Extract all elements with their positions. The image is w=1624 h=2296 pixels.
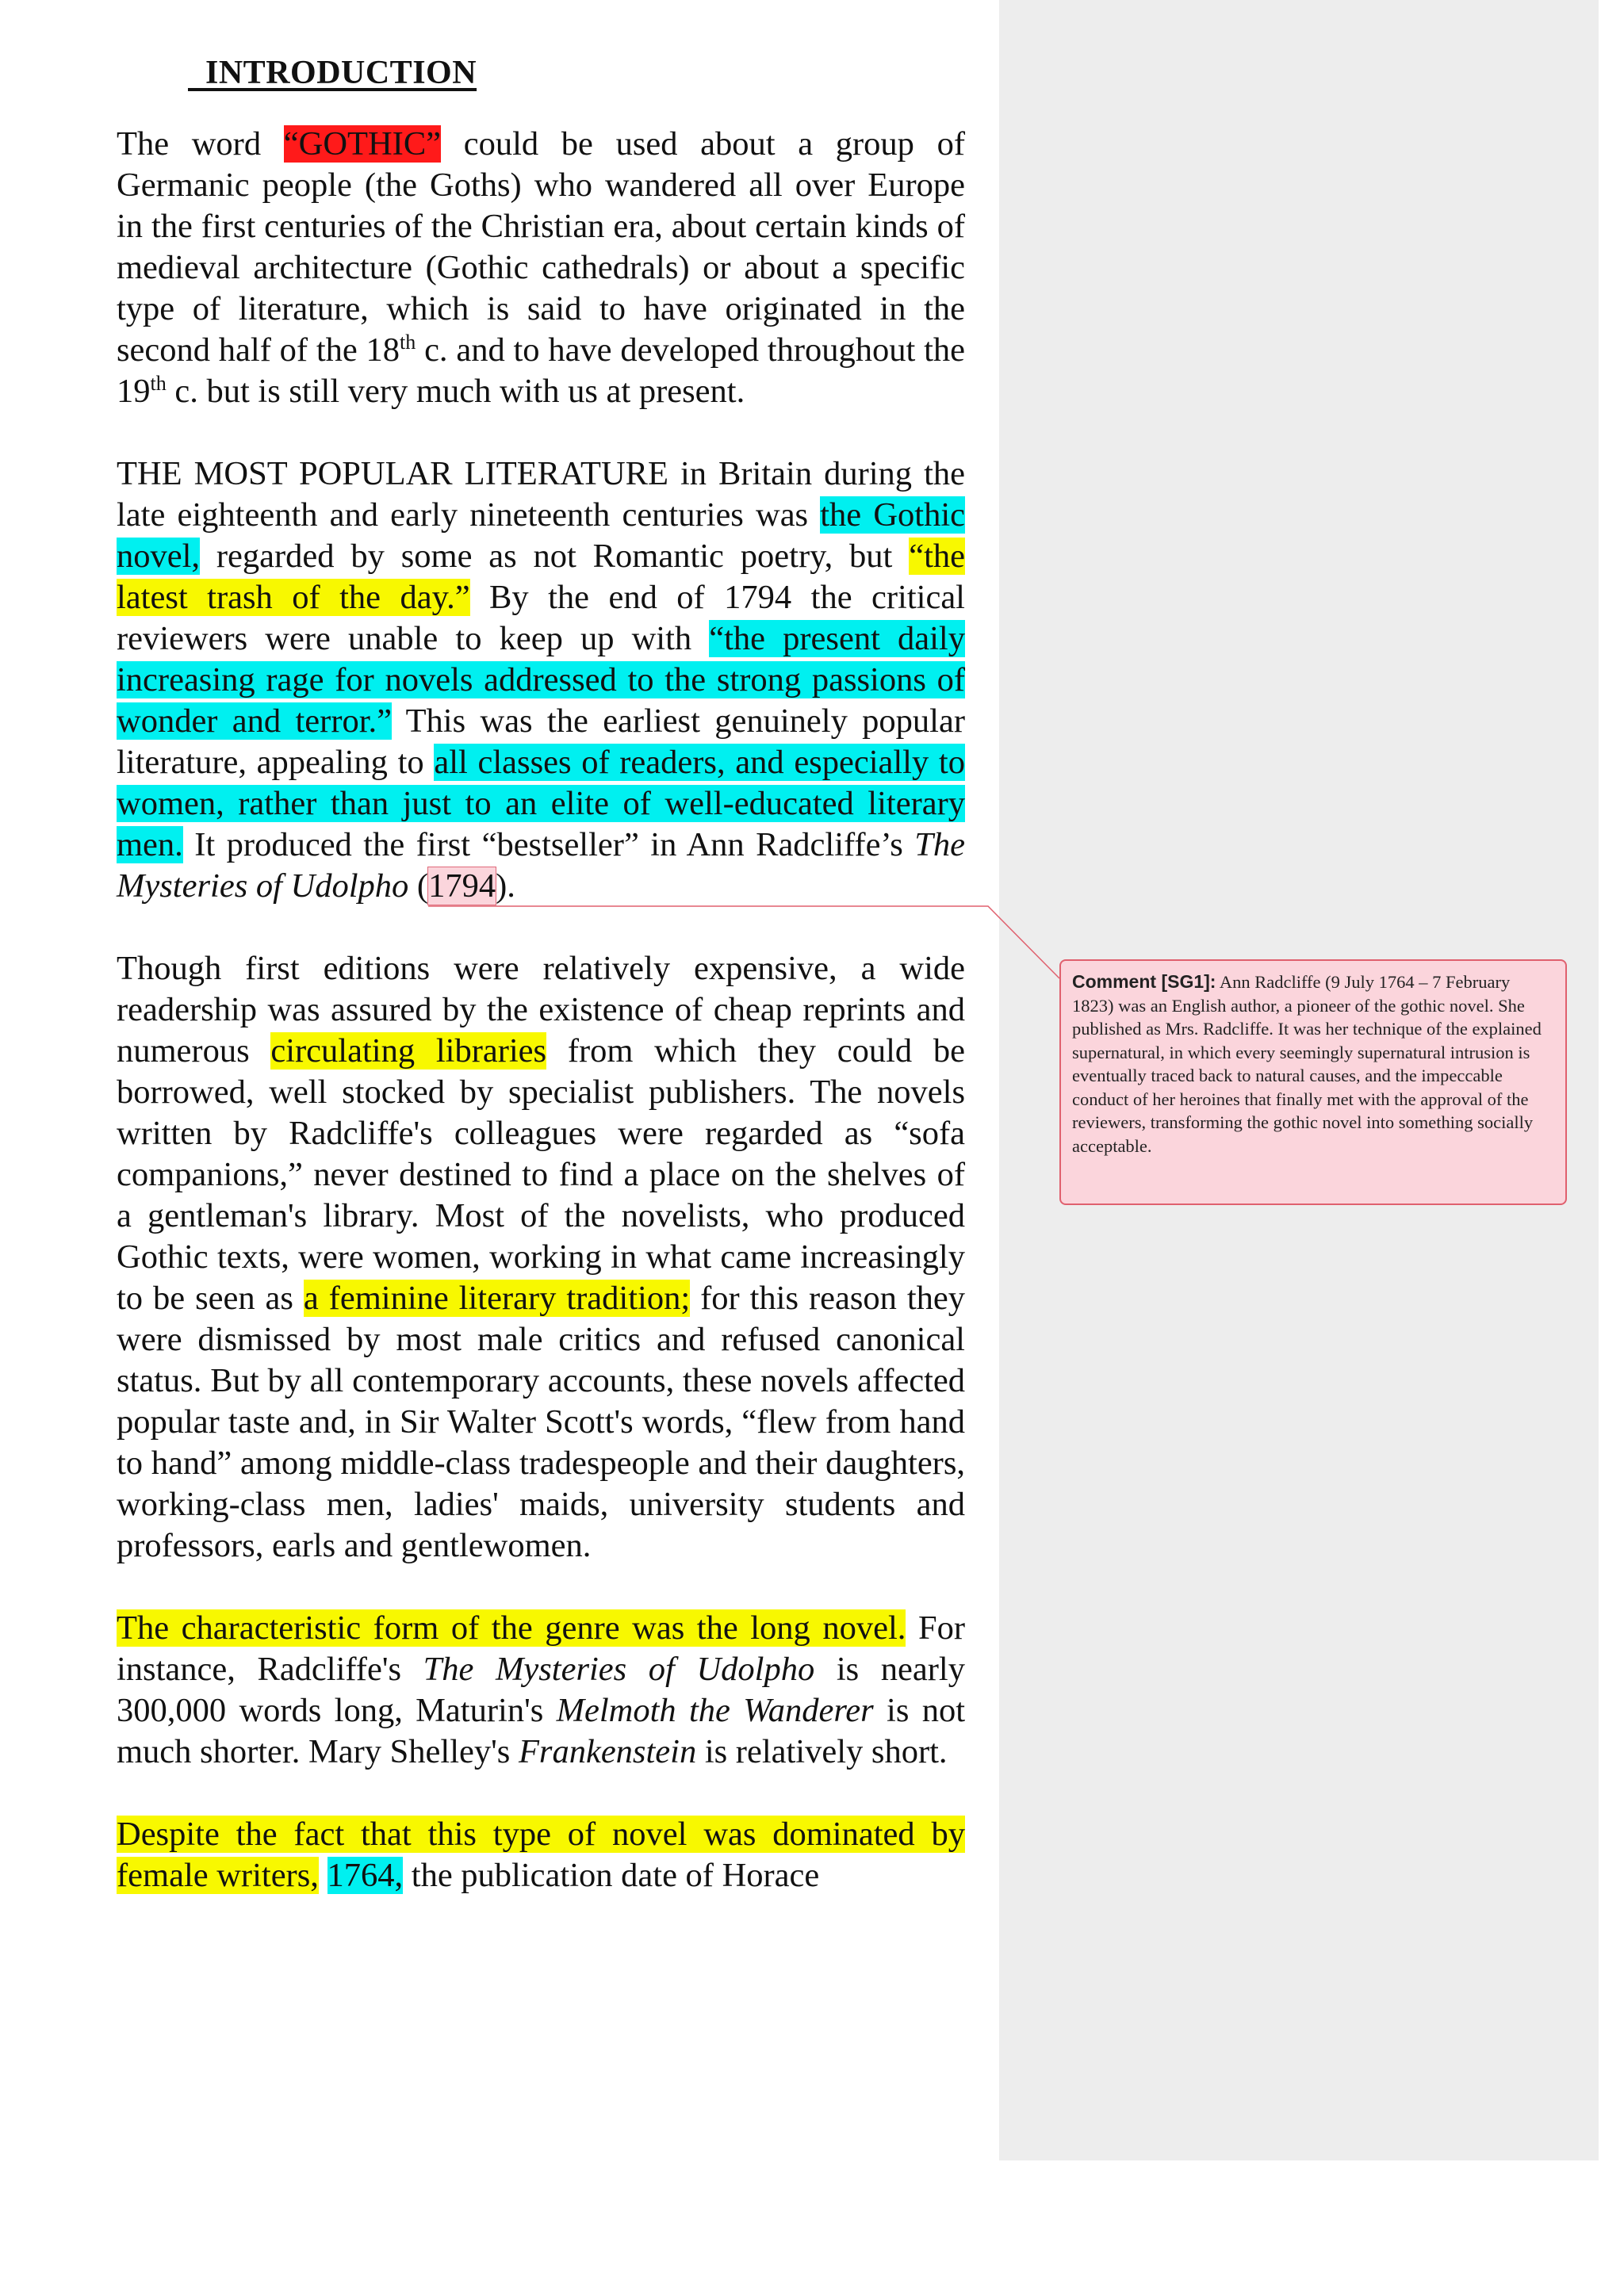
p2-highlight-3: “the present daily increasing rage for novels addressed to the strong passions of wonder and terror.” [117,620,965,740]
p4-text-3: is not much shorter. Mary Shelley's [117,1692,966,1770]
p2-highlight-4: all classes of readers, and especially to women, rather than just to an elite of well-educated literary men. [117,744,965,863]
p3-highlight-2: a feminine literary tradition; [303,1280,691,1317]
p1-text-2: could be used about a group of Germanic people (the Goths) who wandered all over Europe in the first centuries of the Christian era, about certain kinds of medieval architecture (Gothic cathedrals) or about a specific type of literature, which is said to have originated in the second half of the 18 [117,125,966,369]
p1-superscript-2: th [150,371,167,395]
p2-text-2: regarded by some as not Romantic poetry, but [200,538,910,575]
p2-highlight-2: “the latest trash of the day.” [117,538,965,616]
p4-text-1: For instance, Radcliffe's [117,1609,965,1688]
p1-text-1: The word [117,125,284,163]
p4-italic-frankenstein: Frankenstein [518,1733,697,1770]
p1-text-4: c. but is still very much with us at present. [166,373,745,410]
p4-italic-melmoth: Melmoth the Wanderer [556,1692,874,1729]
p4-text-4: is relatively short. [696,1733,948,1770]
p2-text-3: By the end of 1794 the critical reviewers were unable to keep up with [117,579,965,657]
p1-highlight-gothic: “GOTHIC” [283,125,442,163]
comment-anchor-1794[interactable]: 1794 [428,867,496,905]
heading-text: INTRODUCTION [205,55,477,91]
p2-text-6: ( [408,867,429,905]
p4-highlight-1: The characteristic form of the genre was the long novel. [117,1609,906,1647]
paragraph-3[interactable] [117,948,965,1567]
p2-text-1: THE MOST POPULAR LITERATURE in Britain during the late eighteenth and early nineteenth centuries was [117,455,965,534]
p5-highlight-2: 1764, [327,1857,404,1894]
comment-balloon[interactable] [1059,959,1567,1205]
p3-text-3: for this reason they were dismissed by most male critics and refused canonical status. But by all contemporary accounts, these novels affected popular taste and, in Sir Walter Scott's words, “flew from hand to hand” among middle-class tradespeople and their daughters, working-class men, ladies' maids, university students and professors, earls and gentlewomen. [117,1280,965,1564]
p2-text-5: It produced the first “bestseller” in Ann Radcliffe’s [182,826,915,863]
p5-text-2: the publication date of Horace [403,1857,820,1894]
paragraph-1[interactable] [117,124,965,412]
comment-label: Comment [SG1]: [1072,971,1216,992]
p4-text-2: is nearly 300,000 words long, Maturin's [117,1651,965,1729]
p2-text-4: This was the earliest genuinely popular literature, appealing to [117,702,965,781]
p3-highlight-1: circulating libraries [270,1032,547,1070]
document-body[interactable] [117,49,965,1938]
paragraph-2[interactable] [117,453,965,907]
p2-highlight-1: the Gothic novel, [117,496,965,575]
document-heading [188,49,965,97]
p1-text-3: c. and to have developed throughout the 19 [117,331,965,410]
p2-italic-title: The Mysteries of Udolpho [117,826,965,905]
paragraph-4[interactable] [117,1608,965,1773]
p5-text-1 [319,1857,327,1894]
p3-text-2: from which they could be borrowed, well stocked by specialist publishers. The novels written by Radcliffe's colleagues were regarded as “sofa companions,” never destined to find a place on the shelves of a gentleman's library. Most of the novelists, who produced Gothic texts, were women, working in what came increasingly to be seen as [117,1032,965,1317]
p1-superscript-1: th [400,330,416,354]
p5-highlight-1: Despite the fact that this type of novel was dominated by female writers, [117,1816,965,1894]
p3-text-1: Though first editions were relatively expensive, a wide readership was assured by the existence of cheap reprints and numerous [117,950,965,1070]
paragraph-5[interactable] [117,1814,965,1896]
p2-text-7: ). [496,867,515,905]
p4-italic-udolpho: The Mysteries of Udolpho [423,1651,815,1688]
comment-text: Ann Radcliffe (9 July 1764 – 7 February 1823) was an English author, a pioneer of the gothic novel. She published as Mrs. Radcliffe. It was her technique of the explained supernatural, in which every seemingly supernatural intrusion is eventually traced back to natural causes, and the impeccable conduct of her heroines that finally met with the approval of the reviewers, transforming the gothic novel into something socially acceptable. [1072,972,1542,1156]
